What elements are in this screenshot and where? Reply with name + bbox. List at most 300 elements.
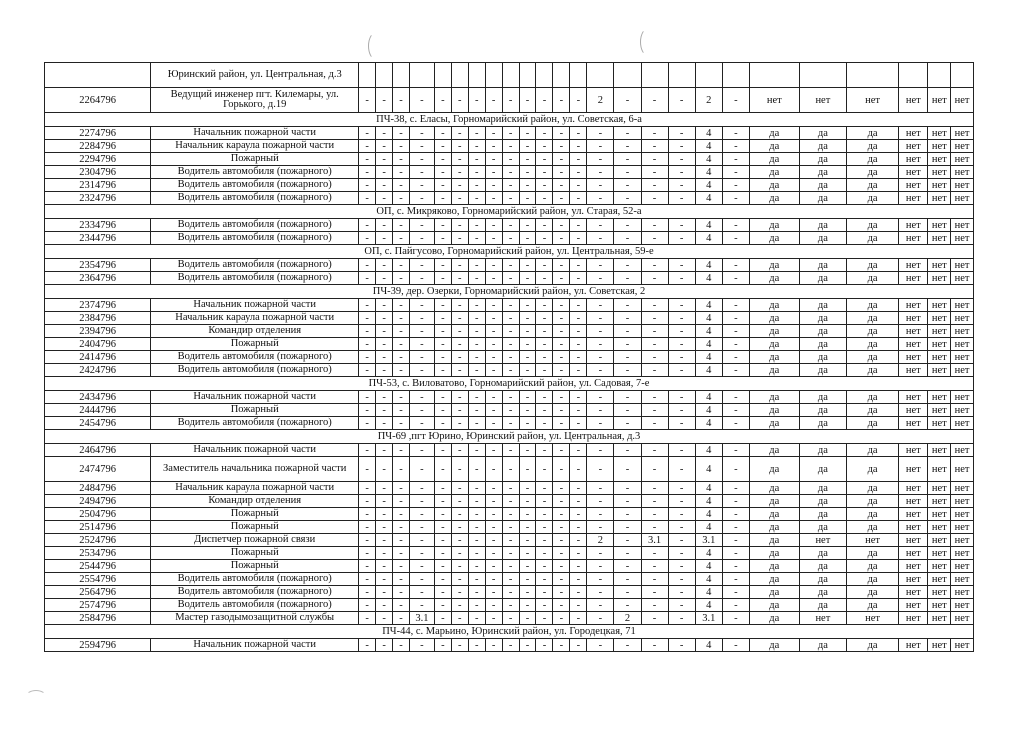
value-cell: - [614, 259, 641, 272]
value-cell: - [668, 140, 695, 153]
value-cell: - [409, 508, 434, 521]
value-cell [695, 63, 722, 88]
value-cell: - [434, 444, 451, 457]
value-cell: да [799, 417, 846, 430]
position-cell: Мастер газодымозащитной службы [151, 612, 359, 625]
value-cell: - [570, 232, 587, 245]
value-cell: - [722, 153, 749, 166]
value-cell: - [468, 127, 485, 140]
value-cell: - [536, 508, 553, 521]
value-cell: - [376, 179, 393, 192]
value-cell: - [553, 573, 570, 586]
table-row [45, 417, 974, 430]
value-cell: - [641, 351, 668, 364]
value-cell: нет [899, 521, 928, 534]
value-cell [614, 63, 641, 88]
position-cell: Водитель автомобиля (пожарного) [151, 192, 359, 205]
position-cell: Водитель автомобиля (пожарного) [151, 232, 359, 245]
value-cell: - [485, 457, 502, 482]
value-cell: 4 [695, 338, 722, 351]
value-cell: - [359, 232, 376, 245]
table-row [45, 351, 974, 364]
scan-artifact [640, 28, 656, 56]
position-cell: Начальник караула пожарной части [151, 482, 359, 495]
value-cell: да [749, 639, 799, 652]
value-cell: нет [951, 325, 974, 338]
value-cell: - [393, 192, 410, 205]
value-cell: - [434, 457, 451, 482]
value-cell: - [485, 547, 502, 560]
section-title: ОП, с. Пайгусово, Горномарийский район, ул. Центральная, 59-е [45, 245, 974, 259]
position-cell: Пожарный [151, 508, 359, 521]
position-cell: Пожарный [151, 560, 359, 573]
value-cell: 3.1 [409, 612, 434, 625]
value-cell: - [468, 639, 485, 652]
value-cell: - [451, 639, 468, 652]
value-cell [570, 63, 587, 88]
value-cell: нет [928, 259, 951, 272]
position-cell: Водитель автомобиля (пожарного) [151, 364, 359, 377]
value-cell: - [485, 312, 502, 325]
value-cell: - [553, 338, 570, 351]
value-cell: - [587, 444, 614, 457]
table-row [45, 508, 974, 521]
value-cell: да [847, 259, 899, 272]
value-cell: - [376, 573, 393, 586]
value-cell: нет [899, 364, 928, 377]
value-cell: нет [899, 560, 928, 573]
section-header-row [45, 377, 974, 391]
value-cell: - [553, 444, 570, 457]
value-cell: - [614, 391, 641, 404]
value-cell: - [485, 338, 502, 351]
value-cell: - [587, 586, 614, 599]
workplace-code-cell: 2554796 [45, 573, 151, 586]
value-cell: - [409, 232, 434, 245]
value-cell: - [553, 534, 570, 547]
value-cell: - [434, 495, 451, 508]
value-cell: - [409, 325, 434, 338]
value-cell: - [376, 521, 393, 534]
value-cell: да [847, 417, 899, 430]
value-cell: нет [951, 417, 974, 430]
value-cell: - [668, 534, 695, 547]
value-cell: - [393, 127, 410, 140]
value-cell: да [847, 391, 899, 404]
value-cell: - [519, 495, 536, 508]
value-cell: - [502, 599, 519, 612]
workplace-code-cell: 2454796 [45, 417, 151, 430]
value-cell: - [587, 219, 614, 232]
table-row [45, 586, 974, 599]
value-cell: - [451, 140, 468, 153]
value-cell: - [376, 417, 393, 430]
workplace-code-cell: 2504796 [45, 508, 151, 521]
value-cell: - [519, 179, 536, 192]
value-cell: - [536, 560, 553, 573]
value-cell: - [553, 312, 570, 325]
value-cell: 4 [695, 325, 722, 338]
value-cell: - [468, 444, 485, 457]
value-cell: 4 [695, 312, 722, 325]
value-cell: - [393, 586, 410, 599]
value-cell: - [485, 219, 502, 232]
value-cell: да [749, 232, 799, 245]
value-cell: - [519, 192, 536, 205]
value-cell: - [359, 417, 376, 430]
value-cell: - [536, 457, 553, 482]
position-cell: Водитель автомобиля (пожарного) [151, 599, 359, 612]
position-cell: Начальник пожарной части [151, 299, 359, 312]
value-cell: - [641, 179, 668, 192]
value-cell: - [587, 508, 614, 521]
value-cell: - [485, 586, 502, 599]
value-cell: - [376, 338, 393, 351]
value-cell: - [451, 417, 468, 430]
value-cell: - [570, 612, 587, 625]
value-cell: - [519, 166, 536, 179]
value-cell: - [570, 457, 587, 482]
value-cell: нет [899, 391, 928, 404]
value-cell [799, 63, 846, 88]
value-cell [749, 63, 799, 88]
value-cell: - [722, 599, 749, 612]
value-cell: - [641, 88, 668, 113]
workplace-code-cell: 2424796 [45, 364, 151, 377]
value-cell: нет [928, 299, 951, 312]
value-cell: - [359, 179, 376, 192]
value-cell: - [502, 508, 519, 521]
value-cell: - [434, 417, 451, 430]
value-cell [951, 63, 974, 88]
table-row [45, 179, 974, 192]
value-cell: - [536, 166, 553, 179]
value-cell: - [587, 521, 614, 534]
value-cell [899, 63, 928, 88]
value-cell: - [668, 272, 695, 285]
value-cell: - [485, 259, 502, 272]
value-cell: - [722, 232, 749, 245]
value-cell: нет [951, 404, 974, 417]
value-cell: да [749, 417, 799, 430]
value-cell: - [519, 444, 536, 457]
value-cell: - [614, 140, 641, 153]
value-cell: - [668, 547, 695, 560]
value-cell: - [668, 338, 695, 351]
value-cell: нет [951, 599, 974, 612]
value-cell: 4 [695, 639, 722, 652]
value-cell: - [485, 612, 502, 625]
value-cell: да [749, 495, 799, 508]
value-cell: да [847, 547, 899, 560]
value-cell: - [359, 482, 376, 495]
value-cell: - [468, 272, 485, 285]
value-cell: - [451, 457, 468, 482]
value-cell: да [749, 364, 799, 377]
value-cell: - [553, 482, 570, 495]
value-cell: - [376, 639, 393, 652]
value-cell: - [614, 560, 641, 573]
value-cell: - [668, 127, 695, 140]
value-cell: - [376, 586, 393, 599]
value-cell: - [468, 259, 485, 272]
value-cell: - [359, 140, 376, 153]
value-cell: - [570, 560, 587, 573]
value-cell: - [434, 140, 451, 153]
value-cell: нет [928, 547, 951, 560]
value-cell: 4 [695, 232, 722, 245]
value-cell: - [722, 639, 749, 652]
value-cell: - [376, 272, 393, 285]
value-cell: да [799, 351, 846, 364]
value-cell: - [502, 232, 519, 245]
table-row [45, 338, 974, 351]
value-cell: - [393, 547, 410, 560]
value-cell: - [722, 127, 749, 140]
value-cell: нет [951, 547, 974, 560]
value-cell: - [553, 153, 570, 166]
value-cell: 3.1 [695, 534, 722, 547]
value-cell: нет [928, 534, 951, 547]
value-cell: - [409, 495, 434, 508]
value-cell: - [570, 312, 587, 325]
value-cell: - [393, 219, 410, 232]
value-cell: - [468, 417, 485, 430]
value-cell: - [376, 482, 393, 495]
value-cell: - [485, 391, 502, 404]
value-cell: - [434, 547, 451, 560]
value-cell: - [536, 232, 553, 245]
value-cell: - [587, 495, 614, 508]
value-cell: - [722, 547, 749, 560]
value-cell: - [393, 299, 410, 312]
value-cell: да [847, 232, 899, 245]
table-row [45, 219, 974, 232]
workplace-code-cell: 2584796 [45, 612, 151, 625]
value-cell: - [722, 299, 749, 312]
table-row [45, 534, 974, 547]
value-cell: - [519, 351, 536, 364]
value-cell: - [570, 166, 587, 179]
value-cell: - [485, 166, 502, 179]
position-cell: Водитель автомобиля (пожарного) [151, 351, 359, 364]
value-cell [502, 63, 519, 88]
value-cell: - [587, 457, 614, 482]
value-cell: нет [899, 457, 928, 482]
value-cell: - [587, 259, 614, 272]
value-cell: - [451, 547, 468, 560]
value-cell: - [451, 573, 468, 586]
value-cell: да [749, 444, 799, 457]
table-row [45, 153, 974, 166]
table-row [45, 521, 974, 534]
value-cell: да [749, 299, 799, 312]
value-cell [409, 63, 434, 88]
value-cell: - [393, 166, 410, 179]
value-cell [928, 63, 951, 88]
value-cell: 2 [614, 612, 641, 625]
value-cell: - [451, 404, 468, 417]
value-cell: - [668, 179, 695, 192]
value-cell: - [587, 417, 614, 430]
value-cell: - [668, 351, 695, 364]
value-cell: - [614, 599, 641, 612]
value-cell: - [376, 457, 393, 482]
value-cell: нет [928, 88, 951, 113]
value-cell: - [451, 495, 468, 508]
value-cell: да [847, 127, 899, 140]
value-cell: нет [899, 612, 928, 625]
value-cell: - [553, 192, 570, 205]
value-cell: да [847, 364, 899, 377]
value-cell: - [722, 586, 749, 599]
value-cell: - [393, 639, 410, 652]
value-cell: - [393, 153, 410, 166]
value-cell: нет [899, 272, 928, 285]
value-cell: да [847, 444, 899, 457]
workplace-code-cell: 2474796 [45, 457, 151, 482]
value-cell: да [749, 153, 799, 166]
value-cell: да [749, 560, 799, 573]
value-cell: - [451, 259, 468, 272]
value-cell: - [376, 166, 393, 179]
value-cell: - [570, 639, 587, 652]
value-cell: - [485, 153, 502, 166]
value-cell: - [553, 88, 570, 113]
value-cell: - [409, 351, 434, 364]
position-cell: Водитель автомобиля (пожарного) [151, 573, 359, 586]
value-cell: - [485, 560, 502, 573]
table-row [45, 166, 974, 179]
value-cell: - [376, 495, 393, 508]
value-cell: да [799, 573, 846, 586]
value-cell: - [722, 444, 749, 457]
value-cell: нет [928, 404, 951, 417]
value-cell: да [799, 272, 846, 285]
value-cell: - [553, 547, 570, 560]
value-cell: - [587, 547, 614, 560]
workplace-code-cell: 2314796 [45, 179, 151, 192]
value-cell: - [409, 573, 434, 586]
value-cell: - [485, 444, 502, 457]
value-cell: нет [847, 88, 899, 113]
value-cell: - [641, 219, 668, 232]
value-cell: - [393, 364, 410, 377]
value-cell: - [485, 495, 502, 508]
value-cell: - [519, 457, 536, 482]
value-cell: - [641, 192, 668, 205]
value-cell: - [668, 391, 695, 404]
table-row [45, 127, 974, 140]
value-cell: - [614, 312, 641, 325]
value-cell: 4 [695, 140, 722, 153]
value-cell: - [722, 391, 749, 404]
value-cell: - [485, 404, 502, 417]
section-title: ПЧ-39, дер. Озерки, Горномарийский район, ул. Советская, 2 [45, 285, 974, 299]
value-cell: - [393, 404, 410, 417]
value-cell: - [502, 639, 519, 652]
value-cell: - [451, 166, 468, 179]
value-cell: да [847, 508, 899, 521]
value-cell: - [553, 639, 570, 652]
value-cell: - [502, 299, 519, 312]
value-cell: - [722, 482, 749, 495]
value-cell: нет [951, 127, 974, 140]
value-cell: нет [928, 127, 951, 140]
value-cell: нет [899, 547, 928, 560]
value-cell: - [668, 259, 695, 272]
value-cell: - [570, 482, 587, 495]
value-cell [847, 63, 899, 88]
table-row [45, 325, 974, 338]
value-cell: да [847, 153, 899, 166]
value-cell: - [468, 312, 485, 325]
value-cell: - [376, 444, 393, 457]
value-cell: - [641, 639, 668, 652]
value-cell: - [614, 219, 641, 232]
value-cell: - [359, 153, 376, 166]
value-cell: - [668, 219, 695, 232]
value-cell: - [553, 508, 570, 521]
value-cell: - [614, 495, 641, 508]
workplace-code-cell [45, 63, 151, 88]
value-cell: - [641, 560, 668, 573]
value-cell: - [570, 599, 587, 612]
value-cell: - [502, 364, 519, 377]
value-cell: - [536, 404, 553, 417]
value-cell: нет [899, 404, 928, 417]
value-cell: - [376, 88, 393, 113]
value-cell: - [468, 457, 485, 482]
value-cell: - [519, 521, 536, 534]
value-cell: - [536, 482, 553, 495]
value-cell: - [570, 219, 587, 232]
value-cell: - [641, 299, 668, 312]
value-cell: - [722, 259, 749, 272]
value-cell: - [434, 179, 451, 192]
value-cell: - [359, 127, 376, 140]
value-cell: нет [899, 495, 928, 508]
value-cell: - [536, 127, 553, 140]
value-cell: - [641, 404, 668, 417]
value-cell: - [570, 88, 587, 113]
value-cell: - [393, 560, 410, 573]
value-cell: нет [899, 299, 928, 312]
value-cell: 4 [695, 457, 722, 482]
value-cell: - [468, 192, 485, 205]
value-cell: - [536, 521, 553, 534]
value-cell: нет [928, 639, 951, 652]
table-row [45, 639, 974, 652]
value-cell: - [614, 457, 641, 482]
section-title: ПЧ-53, с. Виловатово, Горномарийский район, ул. Садовая, 7-е [45, 377, 974, 391]
value-cell: - [451, 192, 468, 205]
value-cell: - [451, 521, 468, 534]
value-cell: нет [899, 232, 928, 245]
value-cell: - [570, 495, 587, 508]
value-cell: нет [951, 312, 974, 325]
value-cell: - [641, 573, 668, 586]
value-cell: - [502, 192, 519, 205]
value-cell: нет [899, 417, 928, 430]
value-cell: - [376, 351, 393, 364]
value-cell: - [587, 639, 614, 652]
value-cell: - [468, 482, 485, 495]
value-cell: - [451, 272, 468, 285]
position-cell: Водитель автомобиля (пожарного) [151, 272, 359, 285]
value-cell: - [587, 127, 614, 140]
value-cell: - [485, 364, 502, 377]
